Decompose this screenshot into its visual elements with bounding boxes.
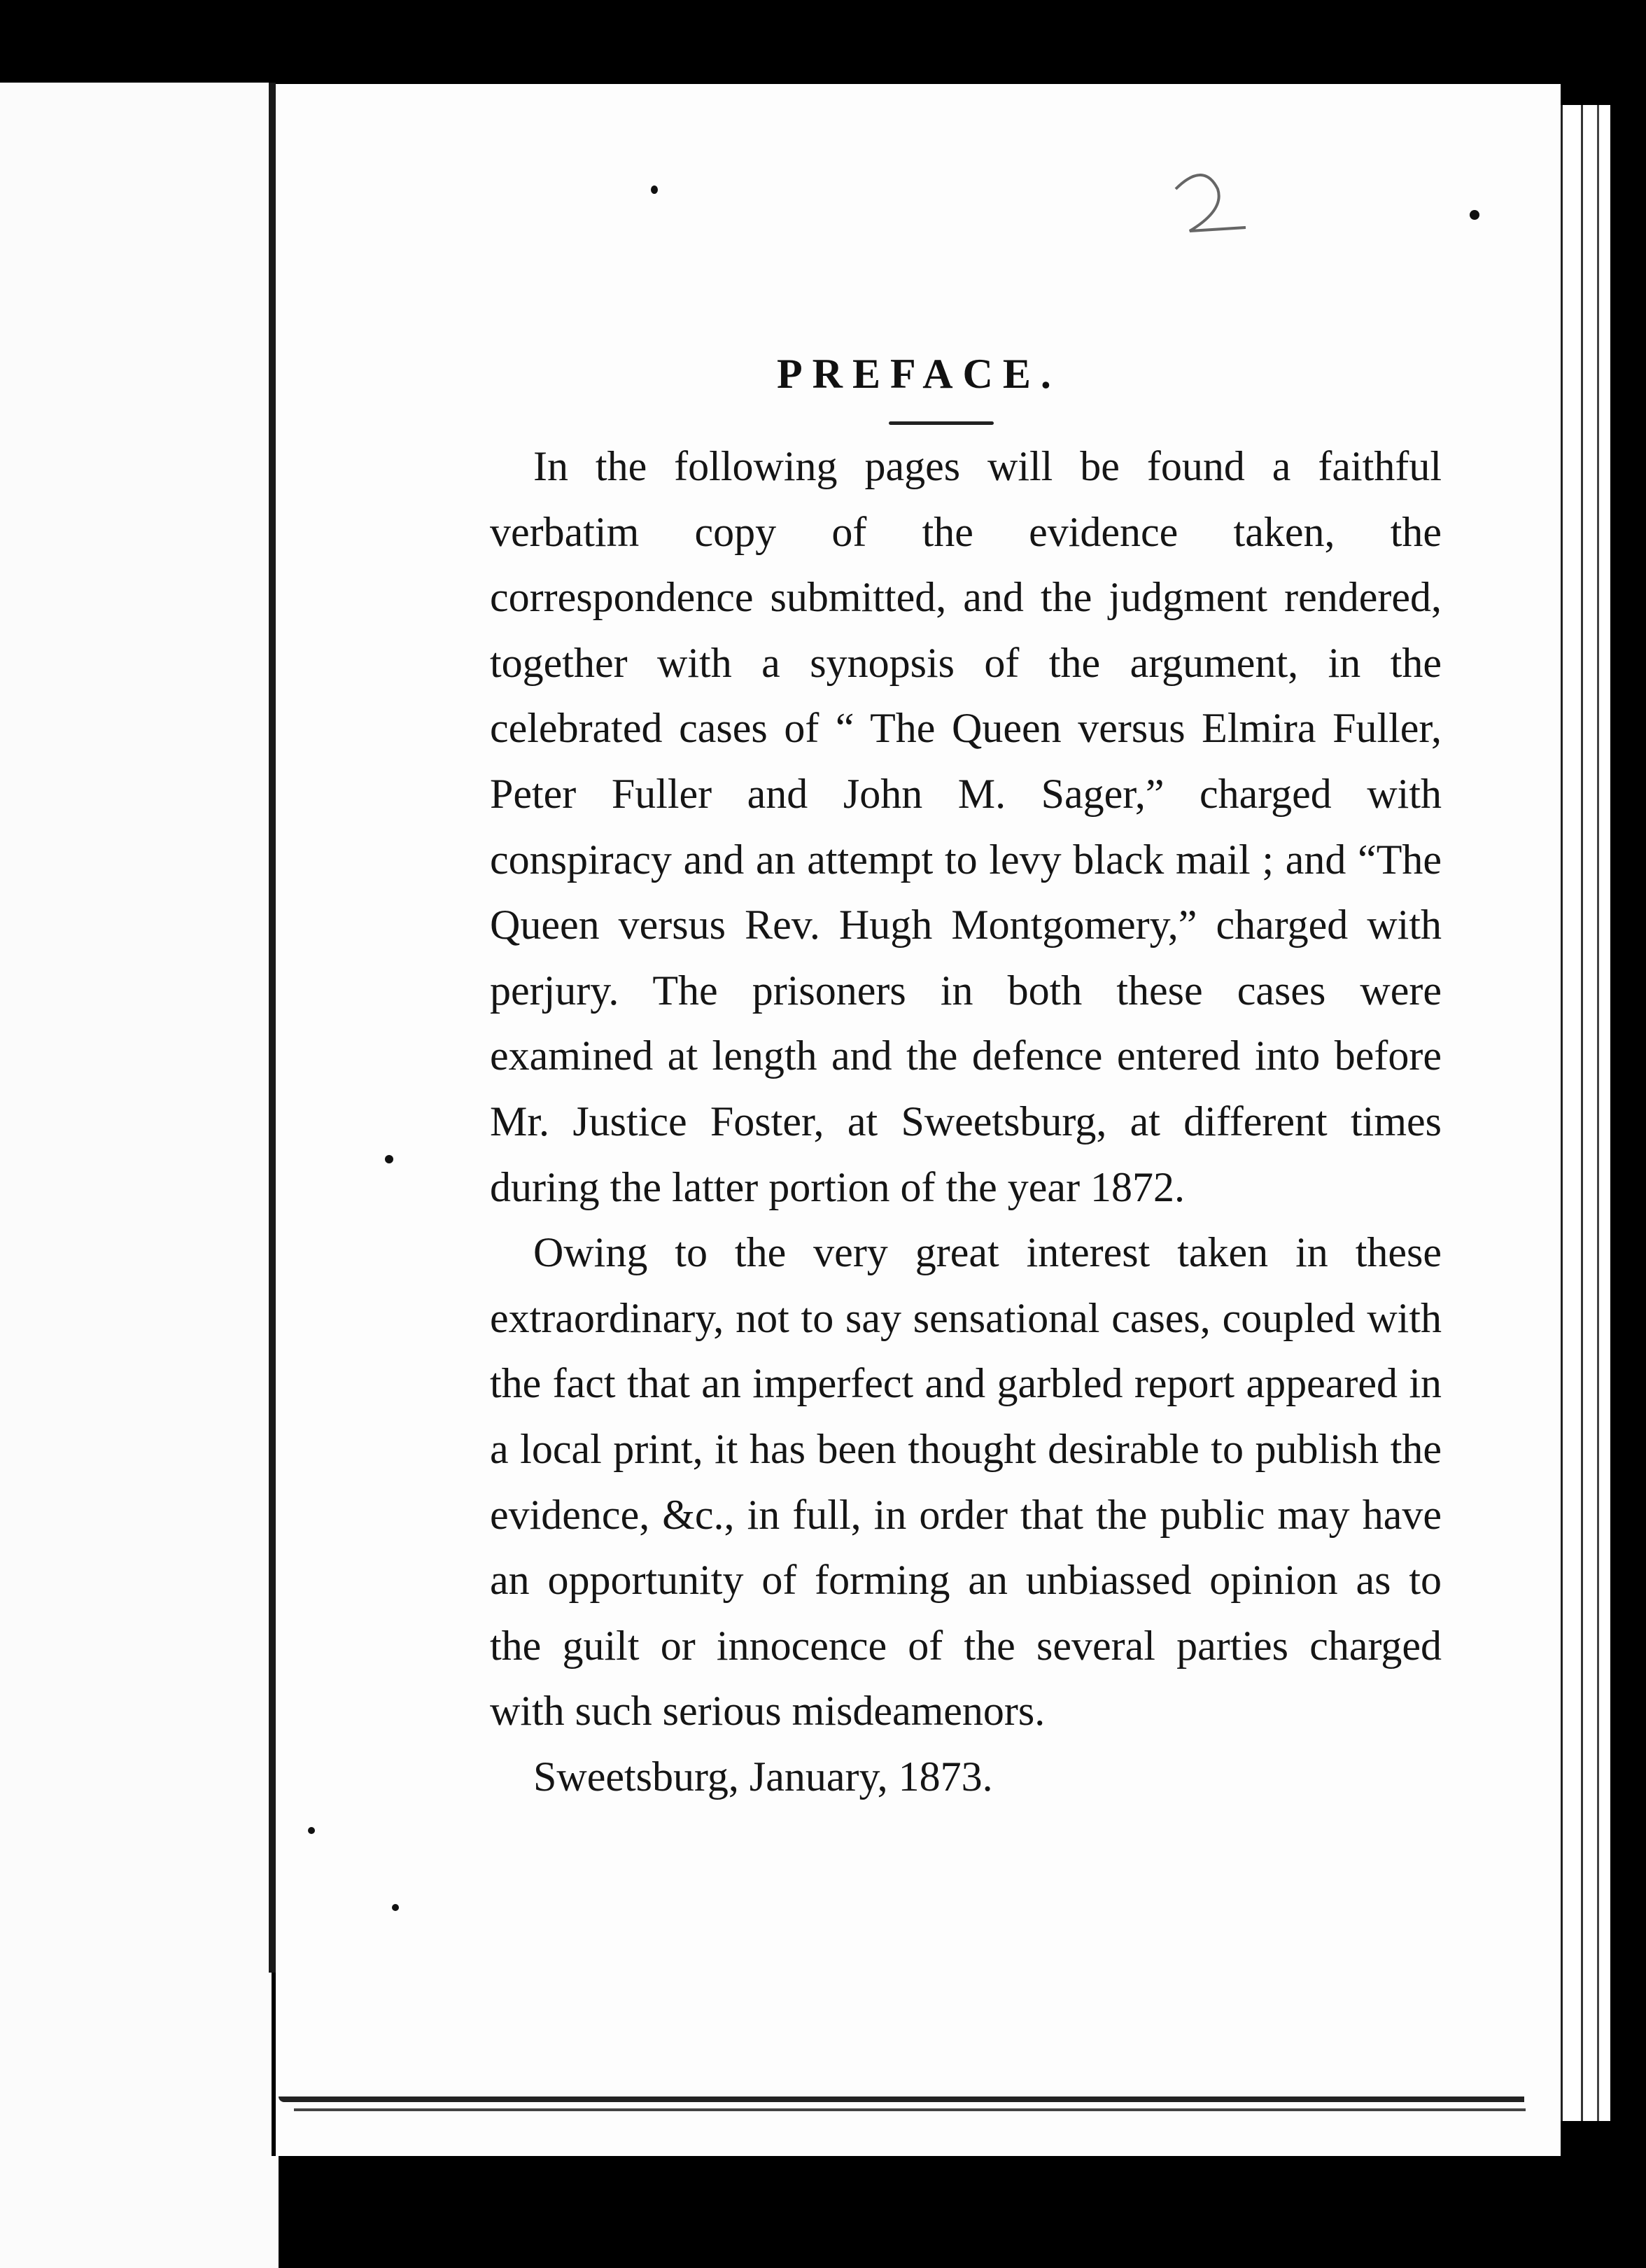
page-edge <box>1581 105 1597 2121</box>
place-date-line: Sweetsburg, January, 1873. <box>533 1753 993 1800</box>
ink-speck <box>308 1827 315 1834</box>
pencil-mark <box>1162 161 1281 245</box>
scan-top-border <box>0 0 1646 83</box>
body-text <box>490 434 1442 1809</box>
ink-speck <box>1470 210 1479 220</box>
scan-right-border <box>1610 0 1646 2268</box>
book-gutter <box>269 83 276 1973</box>
heading-rule <box>889 421 994 425</box>
paragraph: In the following pages will be found a faithful verbatim copy of the evidence taken, the correspondence submitted, and the judgment rendered, together with a synopsis of the argument, in the celebrated cases of “ The Queen versus Elmira Fuller, Peter Fuller and John M. Sager,” charged with conspiracy and an attempt to levy black mail ; and “The Queen versus Rev. Hugh Montgomery,” charged with perjury. The prisoners in both these cases were examined at length and the defence entered into before Mr. Justice Foster, at Sweetsburg, at different times during the latter portion of the year 1872. <box>490 443 1442 1210</box>
page-bottom-edge <box>294 2108 1526 2111</box>
ink-speck <box>651 186 658 194</box>
page-edge <box>1561 105 1581 2121</box>
paragraph: Owing to the very great interest taken in these extraordinary, not to say sensational cases, coupled with the fact that an imperfect and garbled report appeared in a local print, it has been thought desirable to publish the evidence, &c., in full, in order that the public may have an opportunity of forming an unbiassed opinion as to the guilt or innocence of the several parties charged with such serious misdeamenors. <box>490 1229 1442 1735</box>
left-facing-page <box>0 83 272 2268</box>
page-edge <box>1597 105 1610 2121</box>
page-heading: PREFACE. <box>777 351 1061 397</box>
ink-speck <box>385 1155 393 1163</box>
page-bottom-edge <box>279 2096 1524 2102</box>
left-page-bottom <box>0 2156 279 2268</box>
ink-speck <box>392 1904 399 1911</box>
